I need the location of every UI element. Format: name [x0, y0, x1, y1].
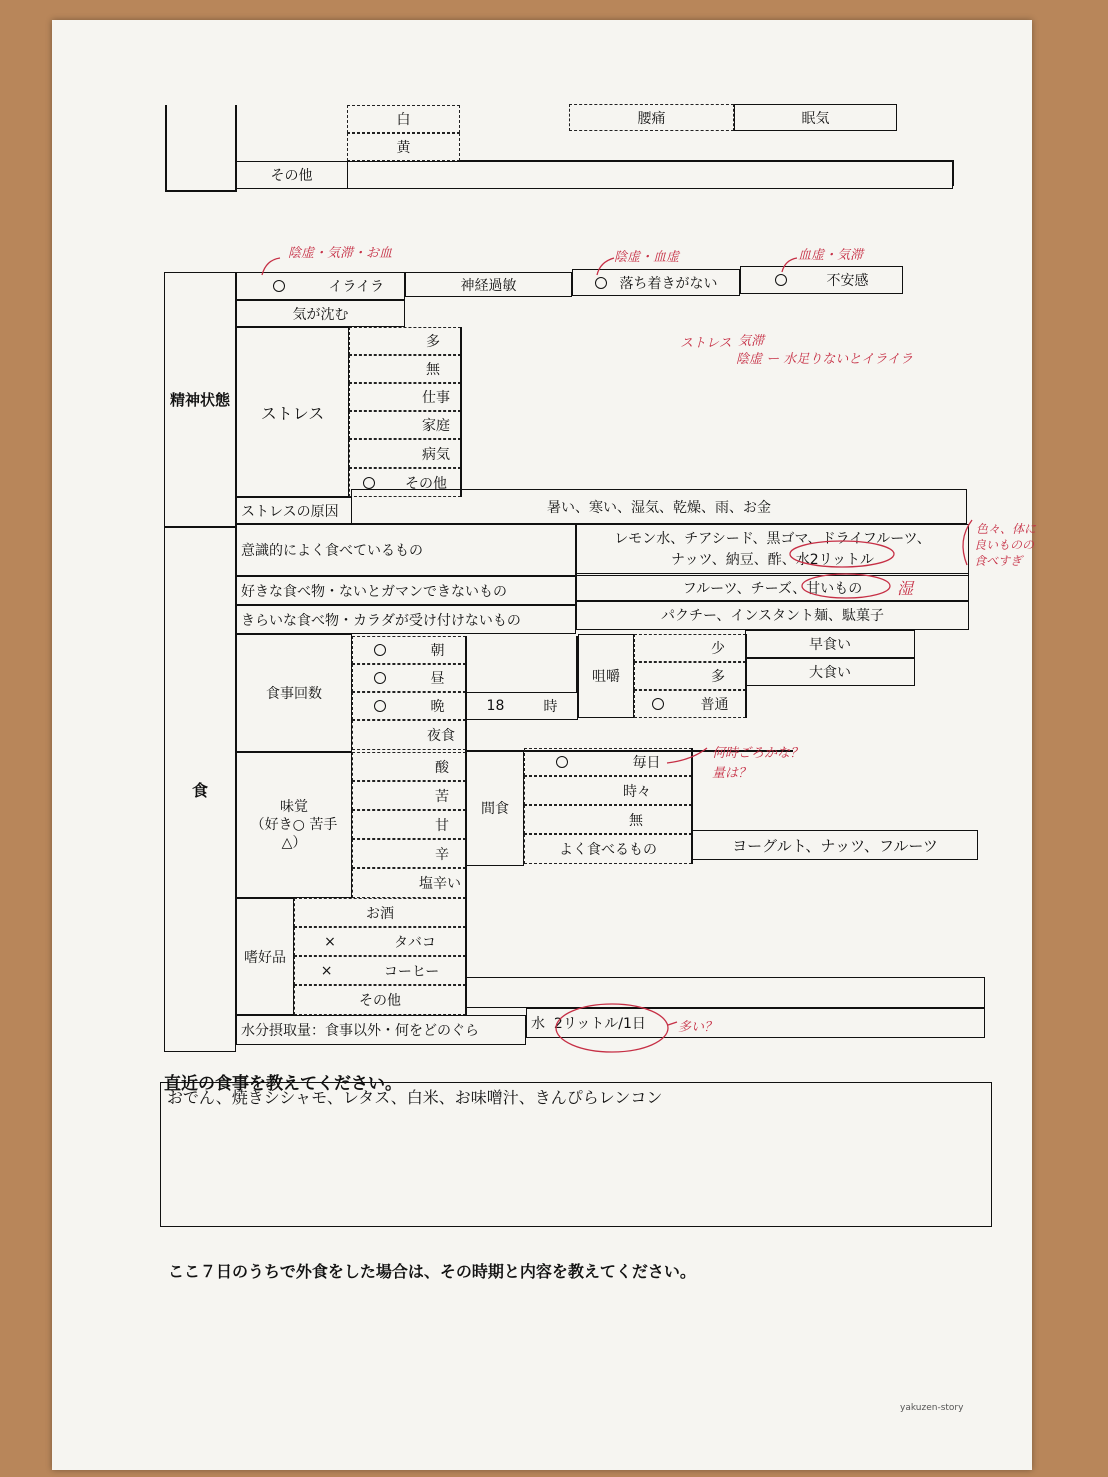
- meal-breakfast: [352, 636, 466, 664]
- conscious-note-2: 良いものの: [974, 538, 1035, 552]
- anxiety-cell: [740, 266, 903, 294]
- pref-label: 嗜好品: [236, 898, 294, 1015]
- stress-item: 無: [349, 355, 461, 383]
- chew-normal-label: 普通: [700, 697, 729, 713]
- irritation-cell: [236, 272, 405, 300]
- taste-sub2: △）: [281, 835, 307, 851]
- dislike-label: きらいな食べ物・カラダが受け付けないもの: [236, 605, 576, 634]
- conscious-note-1: 色々、体に: [976, 522, 1037, 536]
- speed-fast: 早食い: [745, 630, 915, 658]
- conscious-value-line1: レモン水、チアシード、黒ゴマ、ドライフルーツ、: [614, 531, 931, 547]
- circle-mark: [363, 477, 375, 489]
- pref-other-value: [466, 977, 985, 1008]
- stress-other-label: その他: [405, 475, 447, 492]
- dislike-value: パクチー、インスタント麺、駄菓子: [576, 600, 969, 630]
- water-amount: 2リットル/1日: [553, 1016, 646, 1032]
- top-border-left: [165, 105, 167, 192]
- chew-item-normal: [634, 690, 746, 718]
- stress-note-3: 陰虚 ー 水足りないとイライラ: [736, 352, 913, 367]
- stress-item: 病気: [349, 439, 461, 468]
- taste-title: 味覚: [280, 799, 308, 815]
- taste-item: 塩辛い: [352, 868, 466, 898]
- recent-meal-heading: 直近の食事を教えてください。: [164, 1073, 402, 1094]
- snack-sometimes: 時々: [524, 776, 692, 805]
- restless-cell: [572, 269, 740, 296]
- conscious-value: [576, 524, 969, 576]
- circle-mark: [775, 274, 787, 286]
- speed-big: 大食い: [745, 658, 915, 686]
- taste-item: 甘: [352, 810, 466, 839]
- water-label: 水分摂取量：食事以外・何をどのぐら: [236, 1015, 526, 1045]
- circle-mark: [374, 672, 386, 684]
- anxiety-label: 不安感: [826, 273, 869, 289]
- irritation-label: イライラ: [328, 279, 385, 295]
- taste-sub: （好き○ 苦手: [250, 817, 338, 833]
- chew-label: 咀嚼: [578, 634, 634, 718]
- conscious-note-3: 食べすぎ: [974, 554, 1023, 568]
- stress-label: ストレス: [236, 327, 349, 497]
- stress-item: 多: [349, 327, 461, 355]
- water-prefix: 水: [531, 1016, 545, 1032]
- stress-cause-value: 暑い、寒い、湿気、乾燥、雨、お金: [351, 489, 967, 524]
- pref-tobacco-label: タバコ: [394, 934, 436, 951]
- backache-cell: 腰痛: [569, 104, 734, 131]
- top-border-bottom: [165, 190, 235, 192]
- taste-item: 苦: [352, 781, 466, 810]
- stress-item: 仕事: [349, 383, 461, 411]
- taste-item: 酸: [352, 752, 466, 781]
- color-white: 白: [347, 105, 460, 133]
- favorite-label: 好きな食べ物・ないとガマンできないもの: [236, 576, 576, 605]
- pref-coffee-label: コーヒー: [383, 963, 440, 980]
- water-value: [526, 1008, 985, 1038]
- cross-mark: ×: [324, 933, 336, 950]
- irritation-note: 陰虚・気滞・お血: [288, 246, 393, 261]
- meal-dinner: [352, 692, 466, 720]
- food-title: 食: [164, 527, 236, 1052]
- pref-other: その他: [294, 985, 466, 1015]
- circle-mark: [652, 698, 664, 710]
- chew-item: 多: [634, 662, 746, 690]
- footer-text: yakuzen-story: [900, 1403, 964, 1413]
- meal-label: 朝: [430, 643, 445, 659]
- anxiety-note: 血虚・気滞: [798, 248, 864, 263]
- restless-label: 落ち着きがない: [619, 275, 718, 292]
- cross-mark: ×: [320, 962, 333, 979]
- color-yellow: 黄: [347, 133, 460, 161]
- stress-note-1: ストレス: [680, 336, 732, 351]
- stress-note-2: 気滞: [738, 334, 765, 349]
- circle-mark: [556, 756, 568, 768]
- circle-mark: [374, 644, 386, 656]
- snack-often-label: よく食べるもの: [524, 834, 692, 864]
- conscious-value-line2: ナッツ、納豆、酢、水2リットル: [670, 552, 875, 568]
- snack-note-2: 量は？: [712, 766, 752, 781]
- meals-label: 食事回数: [236, 634, 352, 752]
- snack-none: 無: [524, 805, 692, 834]
- favorite-note: 湿: [897, 579, 914, 598]
- meal-late: 夜食: [352, 720, 466, 750]
- other-value: [347, 161, 953, 189]
- eating-out-heading: ここ７日のうちで外食をした場合は、その時期と内容を教えてください。: [168, 1261, 696, 1281]
- nervous-cell: 神経過敏: [405, 272, 572, 297]
- dinner-time: [466, 692, 578, 720]
- snack-daily-label: 毎日: [632, 755, 661, 771]
- taste-item: 辛: [352, 839, 466, 868]
- conscious-label: 意識的によく食べているもの: [236, 524, 576, 576]
- recent-meal-value: おでん、焼きシシャモ、レタス、白米、お味噌汁、きんぴらレンコン: [167, 1087, 663, 1107]
- circle-mark: [374, 700, 386, 712]
- depressed-cell: 気が沈む: [236, 300, 405, 327]
- chew-item: 少: [634, 634, 746, 662]
- form-page: [52, 20, 1037, 1470]
- mental-title: 精神状態: [164, 272, 236, 527]
- dinner-time-value: 18: [486, 698, 505, 714]
- dinner-time-unit: 時: [543, 699, 558, 715]
- snack-note-1: 何時ごろかな？: [712, 746, 804, 761]
- snack-often-value: ヨーグルト、ナッツ、フルーツ: [692, 830, 978, 860]
- pref-coffee: [294, 956, 466, 985]
- stress-item: 家庭: [349, 411, 461, 439]
- pref-tobacco: [294, 927, 466, 956]
- sleepy-cell: 眠気: [734, 104, 897, 131]
- snack-daily: [524, 748, 692, 776]
- restless-note: 陰虚・血虚: [614, 250, 680, 265]
- snack-label: 間食: [466, 750, 524, 866]
- stress-right-border: [460, 327, 462, 497]
- recent-meal-box: [160, 1082, 992, 1227]
- meal-label: 昼: [430, 671, 445, 687]
- favorite-value: フルーツ、チーズ、甘いもの: [576, 573, 969, 602]
- circle-mark: [273, 280, 285, 292]
- pref-alcohol: お酒: [294, 898, 466, 927]
- meal-lunch: [352, 664, 466, 692]
- pref-right-border: [465, 898, 467, 1015]
- water-note: 多い？: [678, 1020, 718, 1035]
- circle-mark: [595, 277, 607, 289]
- meal-label: 晩: [430, 699, 445, 715]
- taste-label: [236, 752, 352, 898]
- meals-right-border: [465, 636, 467, 752]
- stress-cause-label: ストレスの原因: [236, 497, 352, 524]
- other-label: その他: [235, 161, 348, 189]
